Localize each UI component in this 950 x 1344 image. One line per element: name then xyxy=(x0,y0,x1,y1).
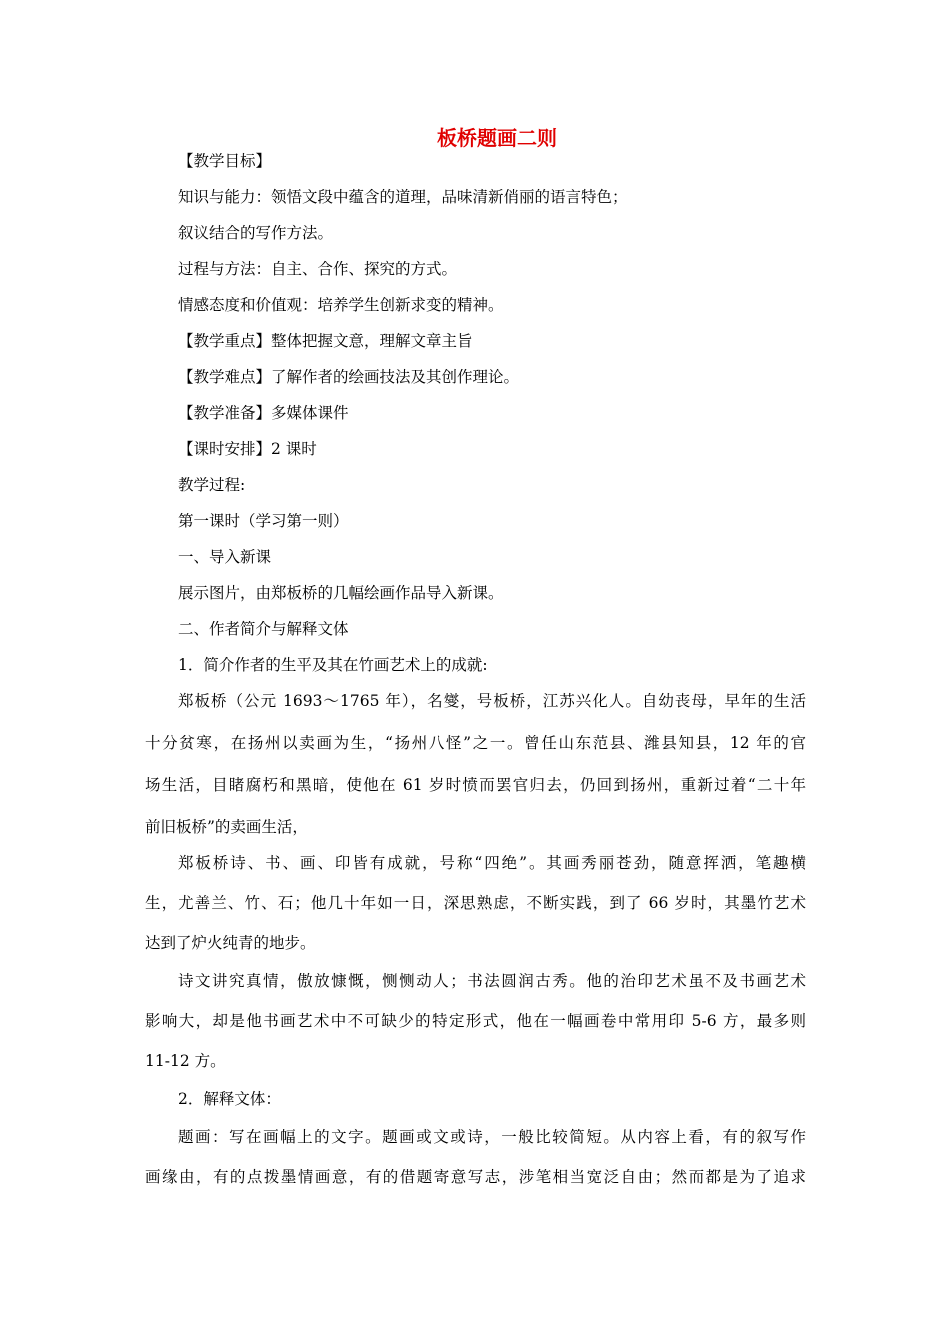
paragraph-line: 十分贫寒，在扬州以卖画为生，“扬州八怪”之一。曾任山东范县、潍县知县，12 年的官 xyxy=(145,734,806,752)
section-label-key-points: 【教学重点】整体把握文意，理解文章主旨 xyxy=(178,332,473,350)
text-line: 教学过程: xyxy=(178,476,246,494)
paragraph-line: 场生活，目睹腐朽和黑暗，使他在 61 岁时愤而罢官归去，仍回到扬州，重新过着“二十年 xyxy=(145,776,806,794)
paragraph-line: 11-12 方。 xyxy=(145,1052,226,1070)
text-line: 展示图片，由郑板桥的几幅绘画作品导入新课。 xyxy=(178,584,504,602)
section-label-preparation: 【教学准备】多媒体课件 xyxy=(178,404,349,422)
heading-intro: 一、导入新课 xyxy=(178,548,272,566)
text-line: 情感态度和价值观：培养学生创新求变的精神。 xyxy=(178,296,504,314)
paragraph-line: 画缘由，有的点拨墨情画意，有的借题寄意写志，涉笔相当宽泛自由；然而都是为了追求 xyxy=(145,1168,806,1186)
paragraph-line: 前旧板桥”的卖画生活， xyxy=(145,818,308,836)
subheading-author-bio: 1．简介作者的生平及其在竹画艺术上的成就: xyxy=(178,656,488,674)
text-line: 叙议结合的写作方法。 xyxy=(178,224,334,242)
paragraph-line: 诗文讲究真情，傲放慷慨，恻恻动人；书法圆润古秀。他的治印艺术虽不及书画艺术 xyxy=(178,972,806,990)
section-label-difficulties: 【教学难点】了解作者的绘画技法及其创作理论。 xyxy=(178,368,520,386)
document-title: 板桥题画二则 xyxy=(437,126,557,150)
text-line: 第一课时（学习第一则） xyxy=(178,512,349,530)
paragraph-line: 生，尤善兰、竹、石；他几十年如一日，深思熟虑，不断实践，到了 66 岁时，其墨竹艺术 xyxy=(145,894,806,912)
text-line: 知识与能力：领悟文段中蕴含的道理，品味清新俏丽的语言特色； xyxy=(178,188,628,206)
paragraph-line: 影响大，却是他书画艺术中不可缺少的特定形式，他在一幅画卷中常用印 5-6 方，最多则 xyxy=(145,1012,806,1030)
paragraph-line: 达到了炉火纯青的地步。 xyxy=(145,934,316,952)
heading-author-genre: 二、作者简介与解释文体 xyxy=(178,620,349,638)
section-label-schedule: 【课时安排】2 课时 xyxy=(178,440,317,458)
text-line: 过程与方法：自主、合作、探究的方式。 xyxy=(178,260,458,278)
paragraph-line: 郑板桥诗、书、画、印皆有成就，号称“四绝”。其画秀丽苍劲，随意挥洒，笔趣横 xyxy=(178,854,806,872)
subheading-genre: 2．解释文体： xyxy=(178,1090,281,1108)
paragraph-line: 郑板桥（公元 1693～1765 年），名燮，号板桥，江苏兴化人。自幼丧母，早年的生活 xyxy=(178,692,806,710)
paragraph-line: 题画：写在画幅上的文字。题画或文或诗，一般比较简短。从内容上看，有的叙写作 xyxy=(178,1128,806,1146)
section-label-teaching-goals: 【教学目标】 xyxy=(178,152,272,170)
